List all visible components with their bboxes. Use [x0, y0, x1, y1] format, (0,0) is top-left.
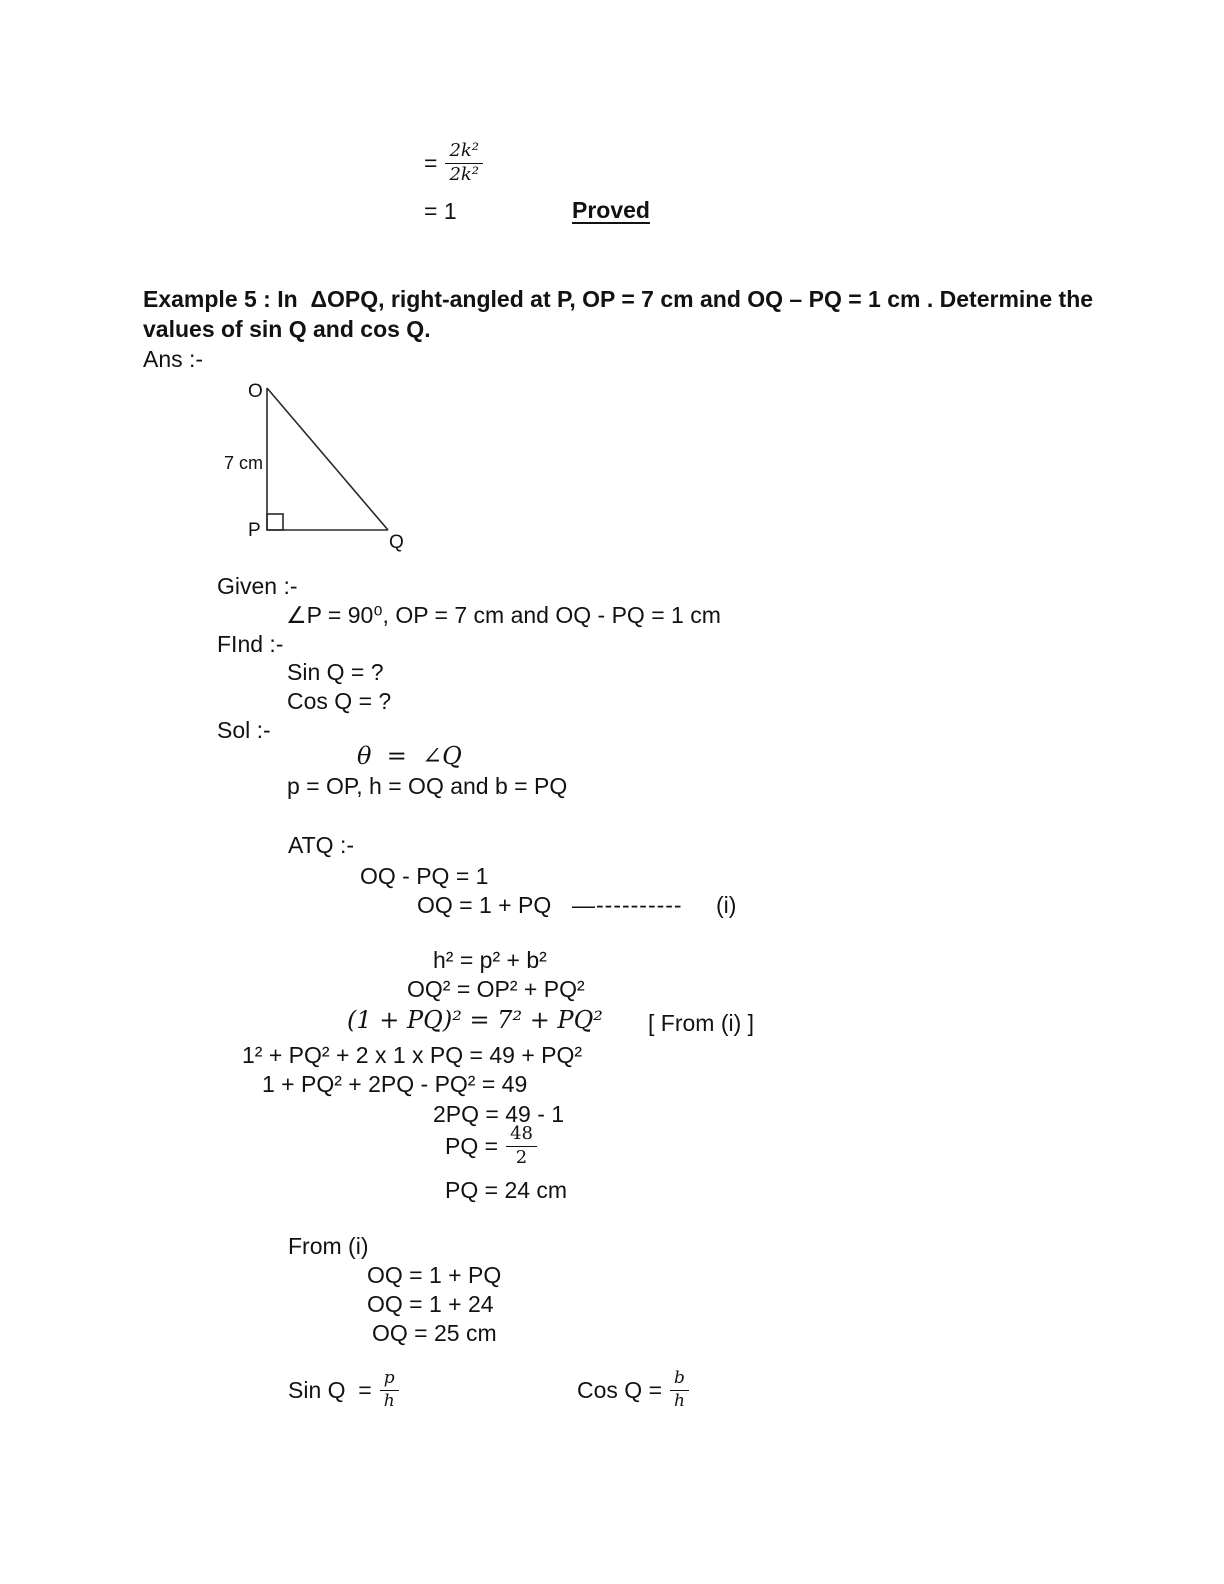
atq-label: ATQ :- [288, 832, 355, 858]
fraction-denominator: 2k² [449, 163, 480, 185]
cos-q-line [577, 1369, 689, 1411]
sol-label: Sol :- [217, 717, 271, 743]
fraction-denominator: h [383, 1390, 395, 1411]
dashes-separator: —---------- [572, 892, 683, 918]
fraction-numerator: b [670, 1369, 689, 1391]
example-heading-line2: values of sin Q and cos Q. [143, 316, 431, 342]
given-statement: ∠P = 90⁰, OP = 7 cm and OQ - PQ = 1 cm [286, 602, 721, 628]
fraction-numerator: 2k² [445, 141, 483, 164]
ans-label: Ans :- [143, 346, 204, 372]
cos-q-prefix: Cos Q = [577, 1376, 663, 1403]
from-i-note: [ From (i) ] [648, 1010, 755, 1036]
sin-q-line [288, 1369, 399, 1411]
fraction-b-over-h [670, 1369, 689, 1411]
proved-label: Proved [572, 197, 650, 223]
pythagoras-equation: h² = p² + b² [433, 947, 547, 973]
definitions-line: p = OP, h = OQ and b = PQ [287, 773, 568, 799]
fraction-p-over-h [380, 1369, 399, 1411]
equation-oq-minus-pq: OQ - PQ = 1 [360, 863, 489, 889]
equation-ref-i: (i) [716, 892, 737, 918]
vertex-label-p: P [248, 520, 261, 541]
find-sin: Sin Q = ? [287, 659, 384, 685]
fraction-2k2-over-2k2 [445, 141, 483, 185]
fraction-48-over-2 [506, 1124, 537, 1168]
triangle-diagram [218, 374, 428, 564]
pq-result: PQ = 24 cm [445, 1177, 568, 1203]
oq-result: OQ = 25 cm [372, 1320, 497, 1346]
vertex-label-q: Q [389, 532, 404, 553]
pq-fraction-line [445, 1124, 537, 1168]
side-label-7cm: 7 cm [224, 453, 264, 473]
fraction-numerator: 48 [506, 1124, 537, 1147]
find-label: FInd :- [217, 631, 284, 657]
find-cos: Cos Q = ? [287, 688, 392, 714]
squared-expansion: 1² + PQ² + 2 x 1 x PQ = 49 + PQ² [242, 1042, 583, 1068]
simplified-equation: 1 + PQ² + 2PQ - PQ² = 49 [262, 1071, 528, 1097]
fraction-numerator: p [380, 1369, 399, 1391]
triangle-hypotenuse-oq [267, 388, 388, 530]
proof-result: = 1 [424, 198, 457, 224]
pq-equals-prefix: PQ = [445, 1132, 499, 1159]
right-angle-marker [267, 514, 283, 530]
vertex-label-o: O [248, 381, 263, 402]
sin-q-prefix: Sin Q = [288, 1376, 372, 1403]
fraction-denominator: h [673, 1390, 685, 1411]
proof-fraction-line [424, 141, 483, 185]
given-label: Given :- [217, 573, 298, 599]
pythagoras-substituted: OQ² = OP² + PQ² [407, 976, 585, 1002]
from-i-label: From (i) [288, 1233, 369, 1259]
equals-sign: = [424, 149, 438, 176]
oq-equation-2: OQ = 1 + 24 [367, 1291, 494, 1317]
theta-equation: θ = ∠Q [357, 742, 462, 770]
fraction-denominator: 2 [515, 1146, 528, 1168]
oq-equation-1: OQ = 1 + PQ [367, 1262, 502, 1288]
two-pq-equation: 2PQ = 49 - 1 [433, 1101, 565, 1127]
example-heading-line1: Example 5 : In ΔOPQ, right-angled at P, OP = 7 cm and OQ – PQ = 1 cm . Determine the [143, 286, 1094, 312]
equation-oq-equals: OQ = 1 + PQ [417, 892, 552, 918]
expanded-equation: (1 + PQ)² = 7² + PQ² [347, 1006, 603, 1034]
